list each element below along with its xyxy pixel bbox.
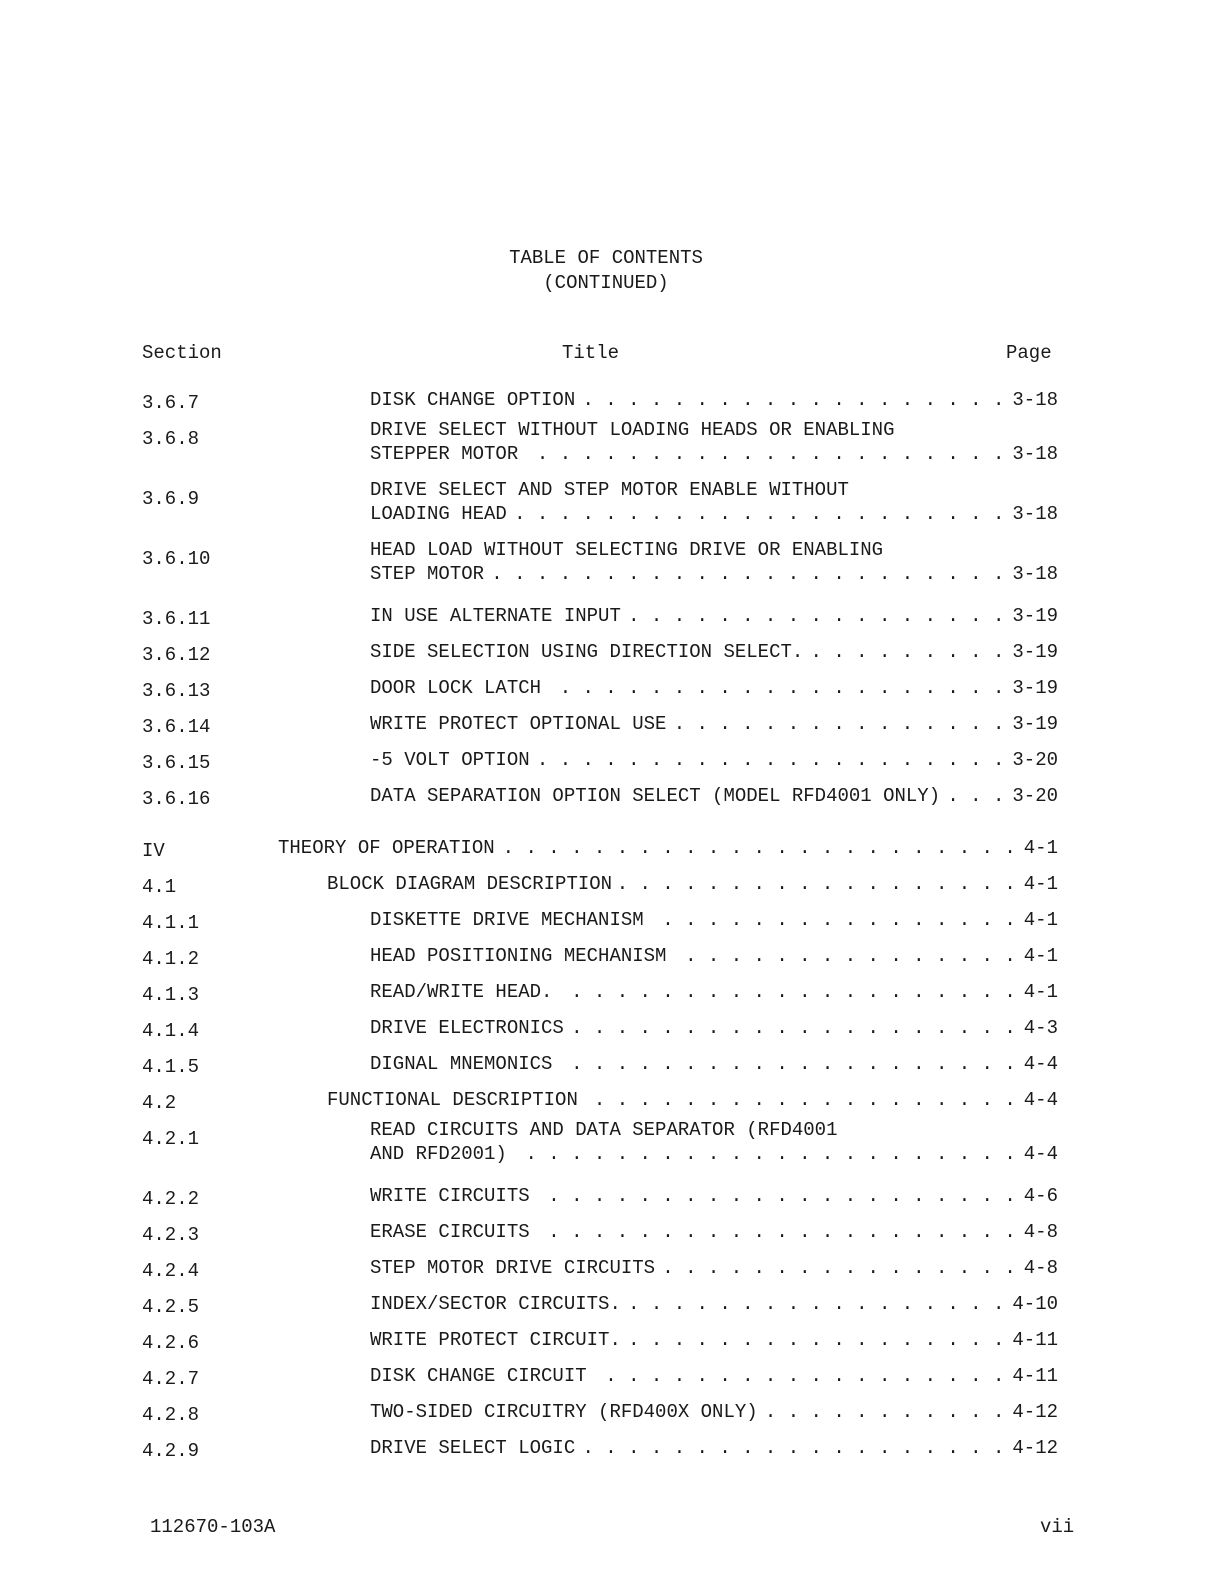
section-column-header: Section	[142, 342, 222, 364]
toc-title: SIDE SELECTION USING DIRECTION SELECT.	[370, 641, 804, 663]
toc-page-number: 4-1	[1023, 945, 1058, 967]
toc-title: AND RFD2001)	[370, 1143, 507, 1165]
toc-leader-dots	[538, 1184, 1016, 1208]
toc-section-number: 4.2.4	[142, 1260, 200, 1282]
toc-page-number: 3-18	[1012, 503, 1058, 525]
toc-section-number: 3.6.15	[142, 752, 211, 774]
toc-page-number: 4-12	[1012, 1401, 1058, 1423]
toc-title: LOADING HEAD	[370, 503, 507, 525]
toc-title: INDEX/SECTOR CIRCUITS.	[370, 1293, 621, 1315]
toc-leader-dots	[572, 1016, 1016, 1040]
toc-leader-dots	[766, 1400, 1005, 1424]
toc-page-number: 4-1	[1023, 873, 1058, 895]
toc-title: DISKETTE DRIVE MECHANISM	[370, 909, 644, 931]
toc-title: WRITE CIRCUITS	[370, 1185, 530, 1207]
toc-section-number: 4.2	[142, 1092, 177, 1114]
toc-leader-dots	[583, 388, 1004, 412]
toc-leader-dots	[663, 1256, 1016, 1280]
toc-leader-dots	[538, 748, 1005, 772]
toc-leader-dots	[492, 562, 1004, 586]
toc-title: IN USE ALTERNATE INPUT	[370, 605, 621, 627]
toc-title: WRITE PROTECT CIRCUIT.	[370, 1329, 621, 1351]
toc-title: DISK CHANGE OPTION	[370, 389, 576, 411]
toc-leader-dots	[620, 872, 1016, 896]
toc-title: STEP MOTOR DRIVE CIRCUITS	[370, 1257, 656, 1279]
toc-page-number: 3-20	[1012, 785, 1058, 807]
toc-page-number: 4-10	[1012, 1293, 1058, 1315]
toc-section-number: 4.2.1	[142, 1128, 200, 1150]
toc-section-number: 4.2.6	[142, 1332, 200, 1354]
toc-section-number: 4.1	[142, 876, 177, 898]
toc-header	[0, 246, 1224, 296]
title-column-header: Title	[562, 342, 620, 364]
toc-section-number: IV	[142, 840, 165, 862]
toc-page-number: 4-12	[1012, 1437, 1058, 1459]
toc-leader-dots	[538, 1220, 1016, 1244]
toc-title: DRIVE ELECTRONICS	[370, 1017, 564, 1039]
toc-page-number: 3-20	[1012, 749, 1058, 771]
toc-leader-dots	[586, 1088, 1016, 1112]
toc-section-number: 4.1.2	[142, 948, 200, 970]
toc-leader-dots	[948, 784, 1004, 808]
toc-title: DISK CHANGE CIRCUIT	[370, 1365, 587, 1387]
toc-page-number: 4-6	[1023, 1185, 1058, 1207]
toc-page-number: 4-8	[1023, 1221, 1058, 1243]
page-subtitle: (CONTINUED)	[543, 272, 669, 294]
toc-page-number: 4-3	[1023, 1017, 1058, 1039]
toc-title: ERASE CIRCUITS	[370, 1221, 530, 1243]
toc-leader-dots	[515, 502, 1005, 526]
toc-title: HEAD POSITIONING MECHANISM	[370, 945, 667, 967]
toc-section-number: 3.6.13	[142, 680, 211, 702]
toc-page-number: 3-19	[1012, 641, 1058, 663]
toc-title: TWO-SIDED CIRCUITRY (RFD400X ONLY)	[370, 1401, 758, 1423]
toc-section-number: 4.1.5	[142, 1056, 200, 1078]
toc-page-number: 3-18	[1012, 389, 1058, 411]
toc-leader-dots	[526, 442, 1004, 466]
toc-section-number: 3.6.16	[142, 788, 211, 810]
toc-section-number: 3.6.10	[142, 548, 211, 570]
toc-leader-dots	[503, 836, 1016, 860]
toc-section-number: 4.1.3	[142, 984, 200, 1006]
toc-page-number: 3-19	[1012, 677, 1058, 699]
toc-section-number: 3.6.14	[142, 716, 211, 738]
toc-page-number: 4-4	[1023, 1143, 1058, 1165]
page-title: TABLE OF CONTENTS	[509, 247, 703, 269]
toc-section-number: 4.2.3	[142, 1224, 200, 1246]
page-number: vii	[1040, 1516, 1075, 1538]
toc-page-number: 4-8	[1023, 1257, 1058, 1279]
toc-title: BLOCK DIAGRAM DESCRIPTION	[327, 873, 613, 895]
toc-title: READ CIRCUITS AND DATA SEPARATOR (RFD4001	[370, 1119, 838, 1141]
toc-page-number: 3-18	[1012, 443, 1058, 465]
toc-leader-dots	[811, 640, 1004, 664]
toc-page-number: 3-19	[1012, 713, 1058, 735]
toc-section-number: 4.2.5	[142, 1296, 200, 1318]
toc-page-number: 4-1	[1023, 909, 1058, 931]
toc-leader-dots	[549, 676, 1004, 700]
document-number: 112670-103A	[150, 1516, 276, 1538]
toc-leader-dots	[629, 1292, 1005, 1316]
toc-leader-dots	[674, 712, 1004, 736]
toc-page-number: 4-4	[1023, 1053, 1058, 1075]
toc-title: WRITE PROTECT OPTIONAL USE	[370, 713, 667, 735]
toc-leader-dots	[674, 944, 1015, 968]
toc-page-number: 4-11	[1012, 1365, 1058, 1387]
toc-title: THEORY OF OPERATION	[278, 837, 495, 859]
toc-page-number: 4-4	[1023, 1089, 1058, 1111]
toc-section-number: 3.6.11	[142, 608, 211, 630]
toc-section-number: 4.1.4	[142, 1020, 200, 1042]
toc-title: DOOR LOCK LATCH	[370, 677, 542, 699]
toc-title: DIGNAL MNEMONICS	[370, 1053, 553, 1075]
toc-leader-dots	[629, 1328, 1005, 1352]
toc-page-number: 4-1	[1023, 837, 1058, 859]
toc-section-number: 3.6.7	[142, 392, 200, 414]
toc-section-number: 3.6.12	[142, 644, 211, 666]
toc-section-number: 3.6.8	[142, 428, 200, 450]
toc-page-number: 3-18	[1012, 563, 1058, 585]
toc-title: DRIVE SELECT LOGIC	[370, 1437, 576, 1459]
toc-leader-dots	[583, 1436, 1004, 1460]
toc-page-number: 3-19	[1012, 605, 1058, 627]
toc-leader-dots	[595, 1364, 1005, 1388]
toc-leader-dots	[560, 980, 1015, 1004]
toc-section-number: 4.2.2	[142, 1188, 200, 1210]
toc-title: HEAD LOAD WITHOUT SELECTING DRIVE OR ENABLING	[370, 539, 884, 561]
toc-title: DATA SEPARATION OPTION SELECT (MODEL RFD4001 ONLY)	[370, 785, 941, 807]
toc-title: STEP MOTOR	[370, 563, 485, 585]
toc-title: DRIVE SELECT WITHOUT LOADING HEADS OR ENABLING	[370, 419, 895, 441]
toc-section-number: 4.1.1	[142, 912, 200, 934]
toc-leader-dots	[629, 604, 1005, 628]
toc-leader-dots	[652, 908, 1016, 932]
toc-section-number: 4.2.8	[142, 1404, 200, 1426]
toc-leader-dots	[560, 1052, 1015, 1076]
toc-leader-dots	[515, 1142, 1016, 1166]
toc-section-number: 4.2.9	[142, 1440, 200, 1462]
toc-title: DRIVE SELECT AND STEP MOTOR ENABLE WITHOUT	[370, 479, 849, 501]
toc-section-number: 4.2.7	[142, 1368, 200, 1390]
toc-section-number: 3.6.9	[142, 488, 200, 510]
toc-title: READ/WRITE HEAD.	[370, 981, 553, 1003]
page-column-header: Page	[1006, 342, 1052, 364]
toc-title: STEPPER MOTOR	[370, 443, 519, 465]
toc-page-number: 4-11	[1012, 1329, 1058, 1351]
toc-title: -5 VOLT OPTION	[370, 749, 530, 771]
toc-page-number: 4-1	[1023, 981, 1058, 1003]
toc-title: FUNCTIONAL DESCRIPTION	[327, 1089, 578, 1111]
